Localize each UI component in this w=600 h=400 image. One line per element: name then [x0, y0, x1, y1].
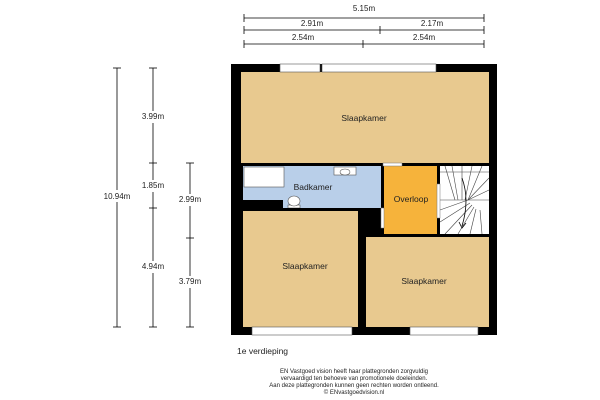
label-slaapkamer-left: Slaapkamer	[282, 261, 328, 271]
disclaimer-line-4: © ENvastgoedvision.nl	[323, 390, 385, 396]
floor-label: 1e verdieping	[237, 346, 289, 356]
dim-left-total: 10.94m	[103, 192, 131, 201]
dim-left-c: 4.94m	[141, 262, 165, 271]
toilet	[288, 196, 300, 206]
dim-left-b: 1.85m	[141, 181, 165, 190]
dim-top-mid-right: 2.17m	[420, 19, 444, 28]
dim-top-bottom-right: 2.54m	[412, 33, 436, 42]
dim-top-mid-left: 2.91m	[300, 19, 324, 28]
sink-bowl	[340, 169, 350, 175]
disclaimer-line-1: EN Vastgoed vision heeft haar plattegronden zorgvuldig	[280, 369, 428, 375]
dim-left-inner-bottom: 3.79m	[178, 277, 202, 286]
bathroom-wall-nub	[243, 200, 283, 208]
label-overloop: Overloop	[393, 194, 429, 204]
top-dimensions	[244, 14, 484, 48]
label-badkamer: Badkamer	[293, 182, 333, 192]
bathtub	[244, 167, 284, 187]
dim-left-inner-top: 2.99m	[178, 195, 202, 204]
disclaimer-line-3: Aan deze plattegronden kunnen geen rechten worden ontleend.	[269, 383, 439, 389]
dim-top-total: 5.15m	[352, 4, 376, 13]
dim-top-bottom-left: 2.54m	[291, 33, 315, 42]
label-slaapkamer-top: Slaapkamer	[341, 113, 387, 123]
label-slaapkamer-right: Slaapkamer	[401, 276, 447, 286]
disclaimer-line-2: vervaardigd ten behoeve van promotionele doeleinden.	[280, 376, 428, 382]
dim-left-a: 3.99m	[141, 112, 165, 121]
